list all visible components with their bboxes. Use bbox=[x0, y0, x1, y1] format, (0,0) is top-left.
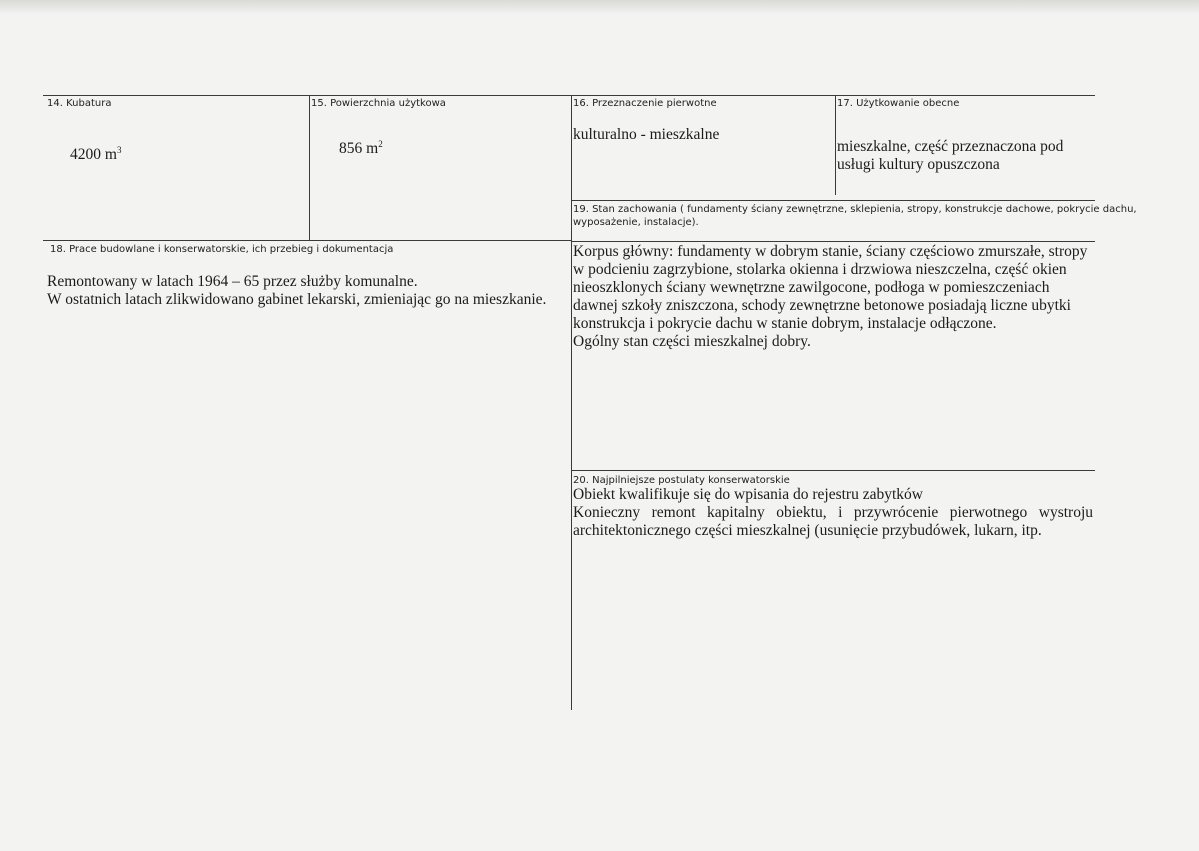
rule-above-20 bbox=[571, 470, 1095, 471]
field-20-line: architektonicznego części mieszkalnej (usunięcie przybudówek, lukarn, itp. bbox=[573, 522, 1042, 539]
field-20-value bbox=[573, 486, 1093, 540]
field-19-line: dawnej szkoły zniszczona, schody zewnętrzne betonowe posiadają liczne ubytki bbox=[573, 297, 1071, 314]
field-19-label-line: wyposażenie, instalacje). bbox=[573, 217, 699, 228]
field-19-line: Korpus główny: fundamenty w dobrym stanie, ściany częściowo zmurszałe, stropy bbox=[573, 243, 1088, 260]
field-19-line: w podcieniu zagrzybione, stolarka okienna i drzwiowa nieszczelna, część okien bbox=[573, 261, 1067, 278]
field-20-line: Obiekt kwalifikuje się do wpisania do rejestru zabytków bbox=[573, 486, 923, 503]
field-19-line: Ogólny stan części mieszkalnej dobry. bbox=[573, 333, 811, 350]
rule-above-18 bbox=[43, 240, 571, 241]
field-19-line: nieoszklonych ściany wewnętrzne zawilgocone, podłoga w pomieszczeniach bbox=[573, 279, 1050, 296]
field-20-line: Konieczny remont kapitalny obiektu, i przywrócenie pierwotnego wystroju bbox=[573, 504, 1093, 521]
field-14-value-exponent: 3 bbox=[116, 144, 122, 155]
field-18-line: Remontowany w latach 1964 – 65 przez służby komunalne. bbox=[47, 273, 418, 290]
rule-above-19 bbox=[571, 200, 1095, 201]
field-15-label: 15. Powierzchnia użytkowa bbox=[311, 98, 446, 109]
field-17-value bbox=[837, 138, 1063, 174]
field-17-label: 17. Użytkowanie obecne bbox=[837, 98, 960, 109]
field-15-value bbox=[339, 140, 383, 158]
field-14-label: 14. Kubatura bbox=[47, 98, 112, 109]
rule-below-19-label bbox=[571, 241, 1095, 242]
field-16-label: 16. Przeznaczenie pierwotne bbox=[573, 98, 717, 109]
field-19-label-line: 19. Stan zachowania ( fundamenty ściany zewnętrzne, sklepienia, stropy, konstrukcje dachowe, pokrycie dachu, bbox=[573, 204, 1137, 215]
field-14-value bbox=[70, 146, 121, 164]
field-17-line: usługi kultury opuszczona bbox=[837, 156, 1000, 173]
field-19-value bbox=[573, 243, 1093, 351]
field-15-value-text: 856 m bbox=[339, 140, 379, 157]
divider-16-17 bbox=[835, 95, 836, 195]
field-19-label bbox=[573, 203, 1137, 229]
divider-14-15 bbox=[309, 95, 310, 240]
field-15-value-exponent: 2 bbox=[378, 138, 383, 149]
field-18-value bbox=[47, 273, 546, 309]
field-18-line: W ostatnich latach zlikwidowano gabinet lekarski, zmieniając go na mieszkanie. bbox=[47, 291, 547, 308]
field-14-value-text: 4200 m bbox=[70, 146, 117, 163]
divider-15-16 bbox=[571, 95, 572, 710]
field-17-line: mieszkalne, część przeznaczona pod bbox=[837, 138, 1064, 155]
scan-edge-shadow bbox=[0, 0, 1199, 14]
field-18-label: 18. Prace budowlane i konserwatorskie, ich przebieg i dokumentacja bbox=[50, 244, 394, 255]
field-16-value: kulturalno - mieszkalne bbox=[573, 126, 720, 143]
top-rule bbox=[43, 95, 1095, 96]
field-19-line: konstrukcja i pokrycie dachu w stanie dobrym, instalacje odłączone. bbox=[573, 315, 997, 332]
field-20-label: 20. Najpilniejsze postulaty konserwatorskie bbox=[573, 475, 790, 486]
